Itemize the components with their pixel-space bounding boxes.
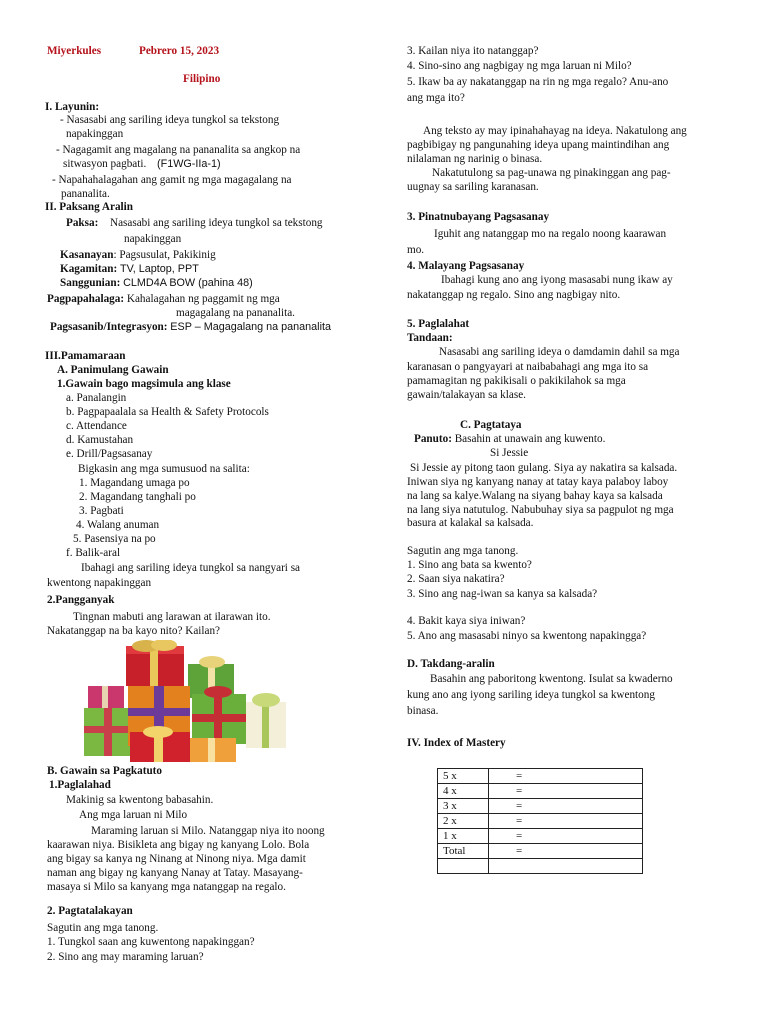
story-line: kaarawan niya. Bisikleta ang bigay ng kanyang Lolo. Bola <box>47 839 310 851</box>
equals-cell: = <box>489 799 643 814</box>
table-row <box>438 814 643 829</box>
pamamaraan-heading: III.Pamamaraan <box>45 350 126 362</box>
question: 4. Bakit kaya siya iniwan? <box>407 615 526 627</box>
empty-cell <box>438 859 489 874</box>
panuto-text: Basahin at unawain ang kuwento. <box>454 433 606 445</box>
pangganyak-text-1: Tingnan mabuti ang larawan at ilarawan ito. <box>73 611 271 623</box>
drill-item: 3. Pagbati <box>79 505 124 517</box>
kasanayan-value: : Pagsusulat, Pakikinig <box>113 249 216 261</box>
question: 4. Sino-sino ang nagbigay ng mga laruan ni Milo? <box>407 60 632 72</box>
competency-code: (F1WG-IIa-1) <box>157 158 221 170</box>
question-cont: ang mga ito? <box>407 92 465 104</box>
mastery-table <box>437 768 643 874</box>
table-row <box>438 829 643 844</box>
total-cell: Total <box>438 844 489 859</box>
question: 5. Ikaw ba ay nakatanggap na rin ng mga regalo? Anu-ano <box>407 76 669 88</box>
question: 1. Sino ang bata sa kwento? <box>407 559 532 571</box>
question: 3. Kailan niya ito natanggap? <box>407 45 539 57</box>
objective-3-line-1: - Napahahalagahan ang gamit ng mga magagalang na <box>52 174 292 186</box>
takdang-text-3: binasa. <box>407 705 439 717</box>
pinatnubayang-text-1: Iguhit ang natanggap mo na regalo noong kaarawan <box>434 228 667 240</box>
layunin-heading: I. Layunin: <box>45 101 100 113</box>
objective-3-line-2: pananalita. <box>61 188 110 200</box>
objective-1-line-1: - Nasasabi ang sariling ideya tungkol sa tekstong <box>60 114 280 126</box>
activity-item: e. Drill/Pagsasanay <box>66 448 153 460</box>
table-row <box>438 799 643 814</box>
drill-item: 5. Pasensiya na po <box>73 533 156 545</box>
objective-1-line-2: napakinggan <box>66 128 124 140</box>
bigkasin-instruction: Bigkasin ang mga sumusuod na salita: <box>78 463 250 475</box>
story-line: masaya si Milo sa kanyang mga natanggap na regalo. <box>47 881 286 893</box>
table-row <box>438 784 643 799</box>
paglalahat-heading: 5. Paglalahat <box>407 318 470 330</box>
pinatnubayang-text-2: mo. <box>407 244 425 256</box>
pagpapahalaga-value-2: magagalang na pananalita. <box>176 307 295 319</box>
equals-cell: = <box>489 829 643 844</box>
pagtatalakayan-heading: 2. Pagtatalakayan <box>47 905 133 917</box>
objective-2-line-1: - Nagagamit ang magalang na pananalita sa angkop na <box>56 144 301 156</box>
teksto-line: uugnay sa sariling karanasan. <box>407 181 539 193</box>
question: 1. Tungkol saan ang kuwentong napakinggan? <box>47 936 255 948</box>
jessie-line: Si Jessie ay pitong taon gulang. Siya ay nakatira sa kalsada. <box>410 462 678 474</box>
date-label: Pebrero 15, 2023 <box>139 45 220 57</box>
paglalahad-heading: 1.Paglalahad <box>49 779 111 791</box>
table-row <box>438 844 643 859</box>
score-cell: 3 x <box>438 799 489 814</box>
panuto-label: Panuto: <box>414 433 452 445</box>
drill-item: 4. Walang anuman <box>76 519 160 531</box>
activity-item: d. Kamustahan <box>66 434 134 446</box>
kagamitan-label: Kagamitan: <box>60 263 118 275</box>
malayang-heading: 4. Malayang Pagsasanay <box>407 260 525 272</box>
gawain-bago-heading: 1.Gawain bago magsimula ang klase <box>57 378 231 390</box>
sagutin-instruction: Sagutin ang mga tanong. <box>407 545 519 557</box>
paksa-text-1: Nasasabi ang sariling ideya tungkol sa tekstong <box>110 217 323 229</box>
tandaan-heading: Tandaan: <box>407 332 453 344</box>
tandaan-line: Nasasabi ang sariling ideya o damdamin dahil sa mga <box>439 346 680 358</box>
makinig-instruction: Makinig sa kwentong babasahin. <box>66 794 214 806</box>
balik-aral-item: f. Balik-aral <box>66 547 121 559</box>
sagutin-instruction: Sagutin ang mga tanong. <box>47 922 159 934</box>
balik-aral-text-2: kwentong napakinggan <box>47 577 152 589</box>
jessie-line: basura at kalakal sa kalsada. <box>407 517 534 529</box>
teksto-line: Ang teksto ay may ipinahahayag na ideya. Nakatulong ang <box>423 125 687 137</box>
paksa-label: Paksa: <box>66 217 99 229</box>
activity-item: b. Pagpapaalala sa Health & Safety Protocols <box>66 406 269 418</box>
takdang-text-2: kung ano ang iyong sariling ideya tungkol sa kwentong <box>407 689 655 701</box>
index-of-mastery-heading: IV. Index of Mastery <box>407 737 506 749</box>
story-line: naman ang bigay ng kanyang Nanay at Tatay. Masayang- <box>47 867 303 879</box>
score-cell: 1 x <box>438 829 489 844</box>
kagamitan-value: TV, Laptop, PPT <box>119 263 199 275</box>
sanggunian-value: CLMD4A BOW (pahina 48) <box>123 277 253 289</box>
takdang-text-1: Basahin ang paboritong kwentong. Isulat sa kwaderno <box>430 673 673 685</box>
equals-cell: = <box>489 769 643 784</box>
malayang-text-1: Ibahagi kung ano ang iyong masasabi nung ikaw ay <box>441 274 673 286</box>
paksa-text-2: napakinggan <box>124 233 182 245</box>
teksto-line: Nakatutulong sa pag-unawa ng pinakinggan ang pag- <box>432 167 671 179</box>
jessie-line: na lang sa kalye.Walang na siyang bahay kaya sa kalsada <box>407 490 663 502</box>
pagsasanib-label: Pagsasanib/Integrasyon: <box>50 321 168 333</box>
table-row <box>438 769 643 784</box>
teksto-line: pagbibigay ng pangunahing ideya upang maintindihan ang <box>407 139 670 151</box>
table-row <box>438 859 643 874</box>
story-title: Ang mga laruan ni Milo <box>79 809 188 821</box>
pagpapahalaga-value-1: Kahalagahan ng paggamit ng mga <box>126 293 280 305</box>
jessie-line: na lang siya natutulog. Nabubuhay siya sa pagpulot ng mga <box>407 504 674 516</box>
score-cell: 2 x <box>438 814 489 829</box>
story-line: Maraming laruan si Milo. Natanggap niya ito noong <box>91 825 325 837</box>
tandaan-line: karanasan o pangyayari at naibabahagi ang mga ito sa <box>407 361 649 373</box>
objective-2-line-2: sitwasyon pagbati. <box>63 158 147 170</box>
empty-cell <box>489 859 643 874</box>
question: 2. Saan siya nakatira? <box>407 573 505 585</box>
story-title: Si Jessie <box>490 447 529 459</box>
pagpapahalaga-label: Pagpapahalaga: <box>47 293 125 305</box>
jessie-line: Iniwan siya ng kanyang nanay at tatay kaya palaboy laboy <box>407 476 669 488</box>
question: 2. Sino ang may maraming laruan? <box>47 951 204 963</box>
story-line: ang bigay sa kanya ng Ninang at Ninong niya. Mga damit <box>47 853 306 865</box>
pinatnubayang-heading: 3. Pinatnubayang Pagsasanay <box>407 211 550 223</box>
pagsasanib-value: ESP – Magagalang na pananalita <box>170 321 331 333</box>
tandaan-line: gawain/talakayan sa klase. <box>407 389 526 401</box>
equals-cell: = <box>489 844 643 859</box>
teksto-line: nilalaman ng narinig o binasa. <box>407 153 543 165</box>
pagtataya-heading: C. Pagtataya <box>460 419 522 431</box>
balik-aral-text-1: Ibahagi ang sariling ideya tungkol sa nangyari sa <box>81 562 301 574</box>
gift-boxes-image <box>80 640 290 762</box>
score-cell: 5 x <box>438 769 489 784</box>
subject-title: Filipino <box>183 73 221 85</box>
drill-item: 1. Magandang umaga po <box>79 477 190 489</box>
takdang-heading: D. Takdang-aralin <box>407 658 495 670</box>
equals-cell: = <box>489 784 643 799</box>
gawain-heading: B. Gawain sa Pagkatuto <box>47 765 162 777</box>
panimulang-gawain-heading: A. Panimulang Gawain <box>57 364 169 376</box>
equals-cell: = <box>489 814 643 829</box>
drill-item: 2. Magandang tanghali po <box>79 491 196 503</box>
sanggunian-label: Sanggunian: <box>60 277 121 289</box>
question: 3. Sino ang nag-iwan sa kanya sa kalsada? <box>407 588 598 600</box>
day-label: Miyerkules <box>47 45 102 57</box>
tandaan-line: pamamagitan ng pakikisali o pakikilahok sa mga <box>407 375 626 387</box>
activity-item: c. Attendance <box>66 420 127 432</box>
question: 5. Ano ang masasabi ninyo sa kwentong napakingga? <box>407 630 647 642</box>
malayang-text-2: nakatanggap ng regalo. Sino ang nagbigay nito. <box>407 289 621 301</box>
kasanayan-label: Kasanayan <box>60 249 114 261</box>
activity-item: a. Panalangin <box>66 392 127 404</box>
pangganyak-heading: 2.Pangganyak <box>47 594 115 606</box>
pangganyak-text-2: Nakatanggap na ba kayo nito? Kailan? <box>47 625 221 637</box>
aralin-heading: II. Paksang Aralin <box>45 201 133 213</box>
score-cell: 4 x <box>438 784 489 799</box>
